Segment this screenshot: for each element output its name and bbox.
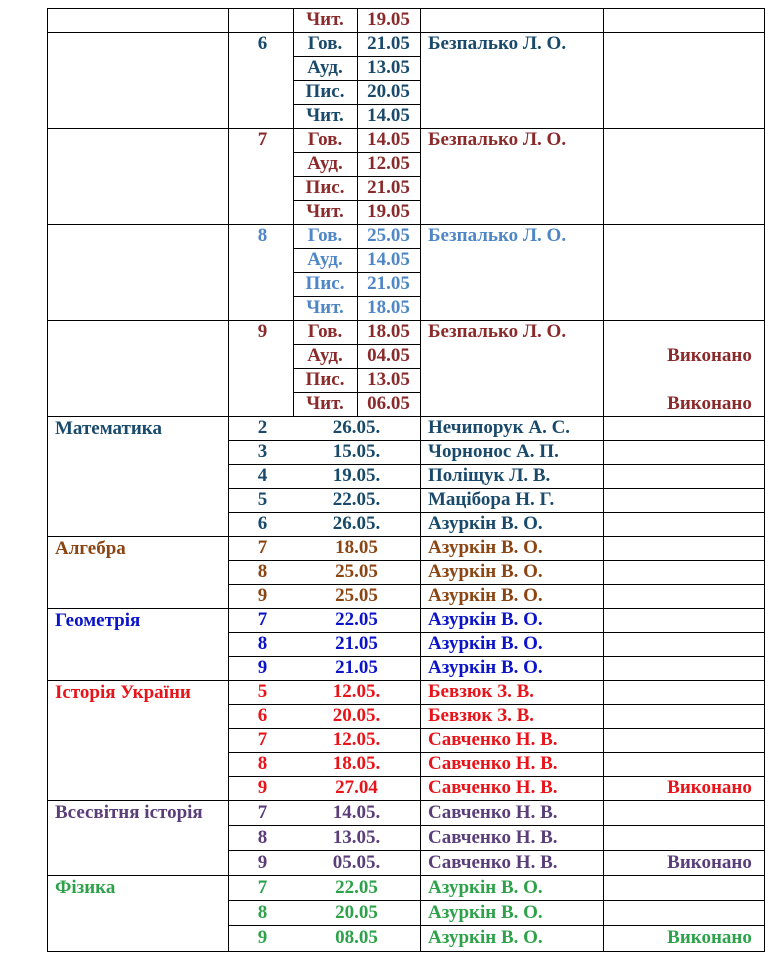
teacher-cell: Азуркін В. О. bbox=[428, 927, 543, 948]
table-border-top bbox=[47, 8, 765, 9]
subject-name: Фізика bbox=[55, 877, 116, 898]
grade-cell: 9 bbox=[257, 657, 268, 678]
teacher-cell: Азуркін В. О. bbox=[428, 513, 543, 534]
date-cell: 21.05 bbox=[335, 657, 378, 678]
col-divider bbox=[357, 8, 358, 416]
date-cell: 19.05 bbox=[367, 9, 410, 30]
grade-cell: 6 bbox=[257, 705, 268, 726]
status-cell: Виконано bbox=[667, 393, 752, 414]
col-divider bbox=[420, 8, 421, 952]
date-cell: 12.05 bbox=[367, 153, 410, 174]
grade-cell: 9 bbox=[257, 777, 268, 798]
grade-cell: 4 bbox=[257, 465, 268, 486]
date-cell: 19.05. bbox=[332, 465, 381, 486]
date-cell: 21.05 bbox=[367, 177, 410, 198]
table-border-left bbox=[47, 8, 48, 952]
status-cell: Виконано bbox=[667, 345, 752, 366]
date-cell: 21.05 bbox=[335, 633, 378, 654]
teacher-cell: Безпалько Л. О. bbox=[428, 321, 567, 342]
subject-name: Математика bbox=[55, 418, 162, 439]
date-cell: 05.05. bbox=[332, 851, 381, 873]
block-divider bbox=[47, 680, 765, 681]
teacher-cell: Азуркін В. О. bbox=[428, 585, 543, 606]
date-cell: 18.05 bbox=[367, 297, 410, 318]
teacher-cell: Мацібора Н. Г. bbox=[428, 489, 555, 510]
col-divider bbox=[228, 8, 229, 952]
date-cell: 18.05. bbox=[332, 753, 381, 774]
teacher-cell: Поліщук Л. В. bbox=[428, 465, 551, 486]
date-cell: 14.05 bbox=[367, 129, 410, 150]
skill-cell: Ауд. bbox=[307, 345, 343, 366]
grade-cell: 8 bbox=[257, 633, 268, 654]
grade-cell: 6 bbox=[257, 513, 268, 534]
date-cell: 22.05 bbox=[335, 876, 378, 898]
date-cell: 25.05 bbox=[367, 225, 410, 246]
teacher-cell: Безпалько Л. О. bbox=[428, 225, 567, 246]
date-cell: 20.05 bbox=[335, 901, 378, 923]
skill-cell: Чит. bbox=[306, 393, 344, 414]
skill-cell: Гов. bbox=[307, 129, 343, 150]
teacher-cell: Савченко Н. В. bbox=[428, 777, 558, 798]
grade-cell: 8 bbox=[257, 561, 268, 582]
teacher-cell: Чорнонос А. П. bbox=[428, 441, 559, 462]
grade-cell: 5 bbox=[257, 489, 268, 510]
table-border-right bbox=[764, 8, 765, 952]
grade-cell: 5 bbox=[257, 681, 268, 702]
skill-cell: Гов. bbox=[307, 321, 343, 342]
grade-cell: 3 bbox=[257, 441, 268, 462]
status-cell: Виконано bbox=[667, 777, 752, 798]
grade-cell: 9 bbox=[257, 927, 268, 948]
skill-cell: Чит. bbox=[306, 105, 344, 126]
date-cell: 25.05 bbox=[335, 561, 378, 582]
grade-cell: 9 bbox=[257, 585, 268, 606]
date-cell: 12.05. bbox=[332, 681, 381, 702]
teacher-cell: Савченко Н. В. bbox=[428, 729, 558, 750]
skill-cell: Ауд. bbox=[307, 57, 343, 78]
block-divider bbox=[47, 951, 765, 952]
teacher-cell: Савченко Н. В. bbox=[428, 826, 558, 848]
subject-name: Алгебра bbox=[55, 538, 126, 559]
status-cell: Виконано bbox=[667, 851, 752, 873]
date-cell: 20.05 bbox=[367, 81, 410, 102]
date-cell: 14.05. bbox=[332, 801, 381, 823]
teacher-cell: Бевзюк З. В. bbox=[428, 705, 535, 726]
date-cell: 12.05. bbox=[332, 729, 381, 750]
block-divider bbox=[47, 875, 765, 876]
date-cell: 14.05 bbox=[367, 105, 410, 126]
block-divider bbox=[47, 416, 765, 417]
date-cell: 14.05 bbox=[367, 249, 410, 270]
skill-cell: Пис. bbox=[305, 177, 345, 198]
teacher-cell: Безпалько Л. О. bbox=[428, 33, 567, 54]
teacher-cell: Савченко Н. В. bbox=[428, 801, 558, 823]
teacher-cell: Нечипорук А. С. bbox=[428, 417, 571, 438]
skill-cell: Пис. bbox=[305, 81, 345, 102]
teacher-cell: Безпалько Л. О. bbox=[428, 129, 567, 150]
teacher-cell: Савченко Н. В. bbox=[428, 851, 558, 873]
grade-cell: 8 bbox=[257, 225, 268, 246]
skill-cell: Пис. bbox=[305, 369, 345, 390]
skill-cell: Ауд. bbox=[307, 153, 343, 174]
date-cell: 26.05. bbox=[332, 417, 381, 438]
teacher-cell: Азуркін В. О. bbox=[428, 537, 543, 558]
subject-name: Історія України bbox=[55, 682, 191, 703]
block-divider bbox=[47, 800, 765, 801]
skill-cell: Гов. bbox=[307, 225, 343, 246]
grade-cell: 6 bbox=[257, 33, 268, 54]
date-cell: 18.05 bbox=[367, 321, 410, 342]
grade-cell: 9 bbox=[257, 851, 268, 873]
date-cell: 15.05. bbox=[332, 441, 381, 462]
grade-cell: 7 bbox=[257, 876, 268, 898]
date-cell: 18.05 bbox=[335, 537, 378, 558]
grade-cell: 7 bbox=[257, 609, 268, 630]
row-divider bbox=[228, 925, 764, 926]
date-cell: 22.05 bbox=[335, 609, 378, 630]
grade-cell: 8 bbox=[257, 753, 268, 774]
date-cell: 25.05 bbox=[335, 585, 378, 606]
date-cell: 21.05 bbox=[367, 273, 410, 294]
date-cell: 13.05 bbox=[367, 369, 410, 390]
teacher-cell: Азуркін В. О. bbox=[428, 561, 543, 582]
date-cell: 26.05. bbox=[332, 513, 381, 534]
grade-cell: 7 bbox=[257, 537, 268, 558]
date-cell: 04.05 bbox=[367, 345, 410, 366]
skill-cell: Пис. bbox=[305, 273, 345, 294]
block-divider bbox=[47, 536, 765, 537]
date-cell: 27.04 bbox=[335, 777, 378, 798]
col-divider bbox=[603, 8, 604, 952]
skill-cell: Чит. bbox=[306, 201, 344, 222]
grade-cell: 7 bbox=[257, 729, 268, 750]
grade-cell: 2 bbox=[257, 417, 268, 438]
block-divider bbox=[47, 608, 765, 609]
grade-cell: 7 bbox=[257, 801, 268, 823]
grade-cell: 7 bbox=[257, 129, 268, 150]
teacher-cell: Азуркін В. О. bbox=[428, 657, 543, 678]
date-cell: 13.05 bbox=[367, 57, 410, 78]
teacher-cell: Азуркін В. О. bbox=[428, 633, 543, 654]
grade-cell: 9 bbox=[257, 321, 268, 342]
date-cell: 21.05 bbox=[367, 33, 410, 54]
skill-cell: Чит. bbox=[306, 9, 344, 30]
skill-cell: Ауд. bbox=[307, 249, 343, 270]
status-cell: Виконано bbox=[667, 927, 752, 948]
teacher-cell: Азуркін В. О. bbox=[428, 901, 543, 923]
grade-cell: 8 bbox=[257, 901, 268, 923]
skill-cell: Чит. bbox=[306, 297, 344, 318]
teacher-cell: Савченко Н. В. bbox=[428, 753, 558, 774]
subject-name: Геометрія bbox=[55, 610, 141, 631]
date-cell: 08.05 bbox=[335, 927, 378, 948]
date-cell: 22.05. bbox=[332, 489, 381, 510]
teacher-cell: Азуркін В. О. bbox=[428, 876, 543, 898]
teacher-cell: Азуркін В. О. bbox=[428, 609, 543, 630]
col-divider bbox=[293, 8, 294, 416]
grade-cell: 8 bbox=[257, 826, 268, 848]
date-cell: 13.05. bbox=[332, 826, 381, 848]
date-cell: 20.05. bbox=[332, 705, 381, 726]
date-cell: 06.05 bbox=[367, 393, 410, 414]
skill-cell: Гов. bbox=[307, 33, 343, 54]
date-cell: 19.05 bbox=[367, 201, 410, 222]
subject-name: Всесвітня історія bbox=[55, 802, 203, 823]
teacher-cell: Бевзюк З. В. bbox=[428, 681, 535, 702]
